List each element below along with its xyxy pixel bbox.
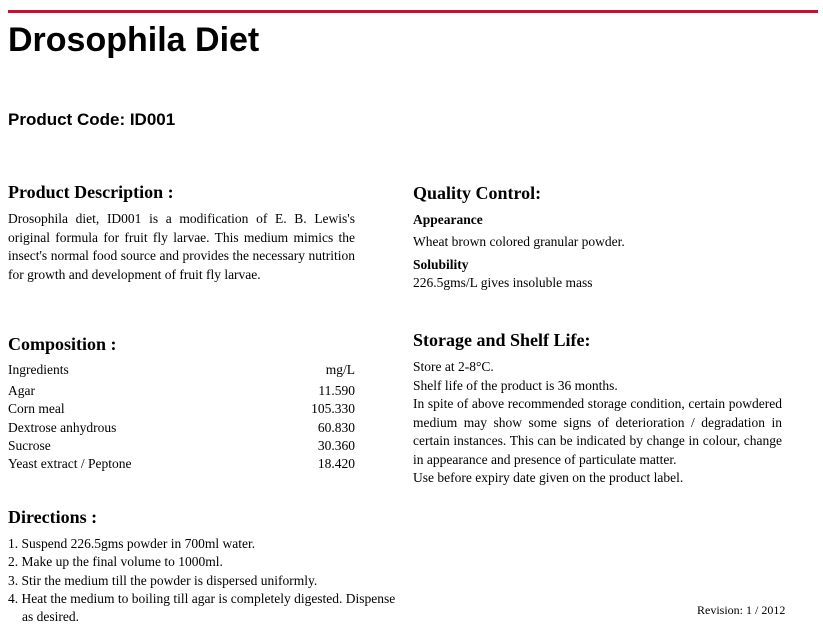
ingredient-value: 60.830 <box>317 419 355 435</box>
list-item: 1. Suspend 226.5gms powder in 700ml water. <box>8 536 256 551</box>
page-title: Drosophila Diet <box>8 21 260 59</box>
solubility-text: 226.5gms/L gives insoluble mass <box>413 275 593 290</box>
list-item: 2. Make up the final volume to 1000ml. <box>8 554 223 570</box>
list-item: 3. Stir the medium till the powder is dispersed uniformly. <box>8 572 318 588</box>
list-item: 4. Heat the medium to boiling till agar is completely digested. Dispense as desired. <box>8 590 396 625</box>
composition-header-row <box>8 361 355 382</box>
ingredient-name: Yeast extract / Peptone <box>8 456 132 472</box>
solubility-label: Solubility <box>413 257 469 272</box>
ingredient-value: 18.420 <box>317 456 355 472</box>
table-row <box>8 419 355 437</box>
directions-list <box>8 535 408 626</box>
table-row <box>8 455 355 473</box>
ingredients-column-header: Ingredients <box>8 362 69 377</box>
header-divider <box>8 10 818 13</box>
storage-line: Use before expiry date given on the product label. <box>413 470 684 485</box>
storage-text <box>413 358 782 488</box>
storage-line: In spite of above recommended storage condition, certain powdered medium may show some signs of deterioration / degradation in certain instances. This can be indicated by change in colour, change in appearance and presence of particulate matter. <box>413 396 782 467</box>
appearance-label: Appearance <box>413 212 483 227</box>
table-row <box>8 382 355 400</box>
unit-column-header: mg/L <box>325 362 355 377</box>
directions-heading: Directions : <box>8 507 98 527</box>
table-row <box>8 400 355 418</box>
ingredient-name: Dextrose anhydrous <box>8 419 117 435</box>
ingredient-value: 11.590 <box>318 383 355 398</box>
product-description-heading: Product Description : <box>8 182 174 202</box>
ingredient-value: 105.330 <box>311 401 355 417</box>
table-row <box>8 437 355 455</box>
ingredient-name: Agar <box>8 383 35 398</box>
composition-table <box>8 361 355 473</box>
composition-heading: Composition : <box>8 334 117 354</box>
ingredient-name: Sucrose <box>8 437 51 453</box>
ingredient-value: 30.360 <box>317 437 355 453</box>
product-code: Product Code: ID001 <box>8 110 176 129</box>
ingredient-name: Corn meal <box>8 401 65 417</box>
appearance-text: Wheat brown colored granular powder. <box>413 234 625 249</box>
quality-control-heading: Quality Control: <box>413 183 542 203</box>
storage-line: Shelf life of the product is 36 months. <box>413 377 618 393</box>
product-description-text: Drosophila diet, ID001 is a modification of E. B. Lewis's original formula for fruit fly larvae. This medium mimics the insect's normal food source and provides the necessary nutrition for growth and development of fruit fly larvae. <box>8 211 355 282</box>
storage-line: Store at 2-8°C. <box>413 359 494 374</box>
storage-heading: Storage and Shelf Life: <box>413 330 591 350</box>
revision-label: Revision: 1 / 2012 <box>697 603 786 617</box>
